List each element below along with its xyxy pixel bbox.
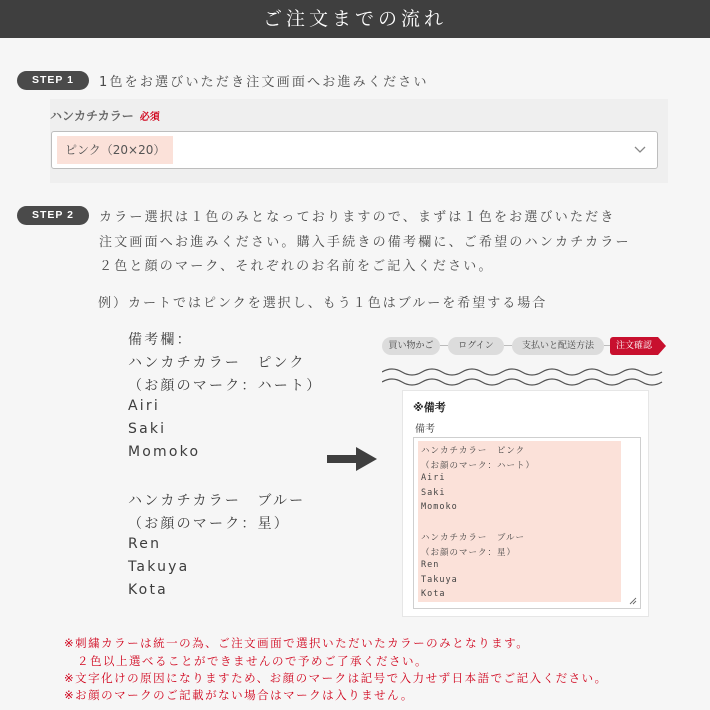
example-line: ハンカチカラー ブルー <box>128 493 306 509</box>
memo-field-label: 備考 <box>415 424 435 435</box>
step2-line: 注文画面へお進みください。購入手続きの備考欄に、ご希望のハンカチカラー <box>99 235 631 250</box>
page-title: ご注文までの流れ <box>0 0 710 38</box>
example-line: Momoko <box>128 444 201 460</box>
breadcrumb-separator <box>440 345 448 346</box>
example-line: Saki <box>128 421 167 437</box>
breadcrumb-item-cart: 買い物かご <box>382 337 440 355</box>
memo-line: （お顔のマーク：星） <box>421 547 517 558</box>
memo-line: ハンカチカラー ブルー <box>421 533 525 543</box>
step2-badge: STEP 2 <box>17 206 89 225</box>
step2-line: ２色と顔のマーク、それぞれのお名前をご記入ください。 <box>99 259 494 274</box>
memo-title: ※備考 <box>413 401 446 414</box>
arrow-right-icon <box>326 446 378 472</box>
required-badge: 必須 <box>139 112 160 123</box>
step1-badge: STEP 1 <box>17 71 89 90</box>
memo-line: Momoko <box>421 502 458 512</box>
note-line: ※お顔のマークのご記載がない場合はマークは入りません。 <box>64 688 414 702</box>
note-line: ※刺繍カラーは統一の為、ご注文画面で選択いただいたカラーのみとなります。 <box>64 636 530 650</box>
wave-divider <box>382 364 664 388</box>
note-line: ２色以上選べることができませんので予めご了承ください。 <box>64 654 428 668</box>
breadcrumb-item-confirm: 注文確認 <box>610 337 658 355</box>
step2-line: カラー選択は１色のみとなっておりますので、まずは１色をお選びいただき <box>99 210 616 225</box>
example-title: 例）カートではピンクを選択し、もう１色はブルーを希望する場合 <box>98 296 548 311</box>
example-line: 備考欄： <box>128 332 193 348</box>
example-line: （お顔のマーク：星） <box>128 516 290 532</box>
example-line: Kota <box>128 582 168 598</box>
breadcrumb-item-payment: 支払いと配送方法 <box>512 337 604 355</box>
color-select-label <box>50 107 160 124</box>
resize-handle-icon[interactable] <box>629 597 637 605</box>
memo-line: Ren <box>421 560 440 570</box>
color-select-panel <box>50 99 668 183</box>
select-label-text: ハンカチカラー <box>50 109 134 123</box>
memo-panel <box>402 390 649 617</box>
memo-line: Saki <box>421 487 446 498</box>
memo-textarea[interactable] <box>413 437 641 609</box>
memo-line: Takuya <box>421 574 458 585</box>
example-line: Airi <box>128 398 160 414</box>
memo-line: （お顔のマーク：ハート） <box>421 460 536 471</box>
example-line: （お顔のマーク：ハート） <box>128 378 323 394</box>
memo-line: ハンカチカラー ピンク <box>421 446 526 456</box>
breadcrumb-item-login: ログイン <box>448 337 504 355</box>
example-line: ハンカチカラー ピンク <box>128 355 306 371</box>
note-line: ※文字化けの原因になりますため、お顔のマークは記号で入力せず日本語でご記入ください。 <box>64 671 608 685</box>
chevron-down-icon <box>633 143 647 157</box>
breadcrumb-separator <box>504 345 512 346</box>
select-value: ピンク（20×20） <box>57 136 173 164</box>
breadcrumb-arrow-icon <box>658 337 666 355</box>
example-line: Ren <box>128 536 162 552</box>
step1-text: 1色をお選びいただき注文画面へお進みください <box>99 75 429 90</box>
memo-line: Airi <box>421 473 446 483</box>
color-select[interactable] <box>51 131 658 169</box>
example-line: Takuya <box>128 559 190 575</box>
memo-line: Kota <box>421 589 446 599</box>
